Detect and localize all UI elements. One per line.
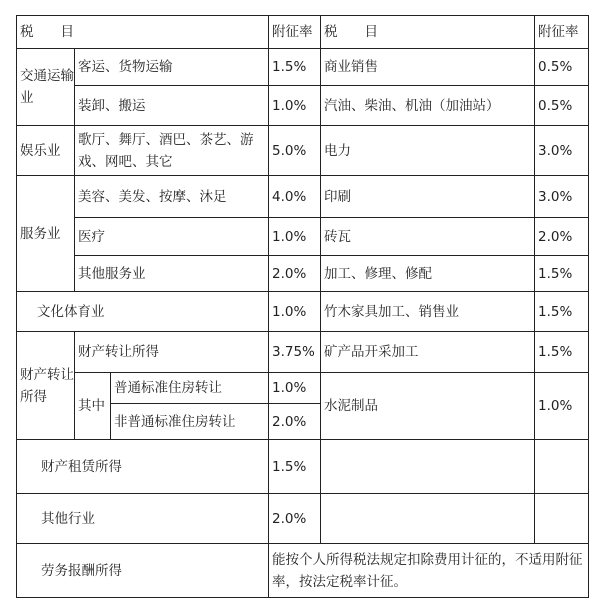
- item-furniture: 竹木家具加工、销售业: [321, 292, 535, 332]
- empty-cell: [321, 494, 535, 544]
- header-item-left: 税 目: [17, 16, 269, 49]
- rate-entertainment: 5.0%: [269, 126, 321, 176]
- category-entertainment: 娱乐业: [17, 126, 75, 176]
- item-beauty: 美容、美发、按摩、沐足: [75, 176, 269, 218]
- rate-culture: 1.0%: [269, 292, 321, 332]
- note-labor: 能按个人所得税法规定扣除费用计征的，不适用附征率，按法定税率计征。: [269, 544, 589, 598]
- rate-printing: 3.0%: [535, 176, 589, 218]
- item-other-industry: 其他行业: [17, 494, 269, 544]
- rate-fuel: 0.5%: [535, 86, 589, 126]
- header-rate-right: 附征率: [535, 16, 589, 49]
- item-non-ordinary-housing: 非普通标准住房转让: [111, 404, 269, 440]
- item-lease: 财产租赁所得: [17, 440, 269, 494]
- category-property-transfer: 财产转让所得: [17, 332, 75, 440]
- header-item-right: 税 目: [321, 16, 535, 49]
- category-transport: 交通运输业: [17, 49, 75, 126]
- item-commerce: 商业销售: [321, 49, 535, 86]
- item-cement: 水泥制品: [321, 373, 535, 440]
- label-among: 其中: [75, 373, 111, 440]
- item-printing: 印刷: [321, 176, 535, 218]
- item-loading: 装卸、搬运: [75, 86, 269, 126]
- rate-other-service: 2.0%: [269, 256, 321, 292]
- header-rate-left: 附征率: [269, 16, 321, 49]
- item-freight: 客运、货物运输: [75, 49, 269, 86]
- item-power: 电力: [321, 126, 535, 176]
- item-brick: 砖瓦: [321, 218, 535, 256]
- rate-cement: 1.0%: [535, 373, 589, 440]
- tax-rate-table: [16, 15, 589, 598]
- rate-mining: 1.5%: [535, 332, 589, 373]
- item-mining: 矿产品开采加工: [321, 332, 535, 373]
- rate-commerce: 0.5%: [535, 49, 589, 86]
- rate-freight: 1.5%: [269, 49, 321, 86]
- item-processing: 加工、修理、修配: [321, 256, 535, 292]
- rate-other-industry: 2.0%: [269, 494, 321, 544]
- rate-beauty: 4.0%: [269, 176, 321, 218]
- item-fuel: 汽油、柴油、机油（加油站）: [321, 86, 535, 126]
- empty-cell: [535, 440, 589, 494]
- rate-property-transfer: 3.75%: [269, 332, 321, 373]
- empty-cell: [321, 440, 535, 494]
- item-culture: 文化体育业: [17, 292, 269, 332]
- rate-furniture: 1.5%: [535, 292, 589, 332]
- item-entertainment: 歌厅、舞厅、酒巴、茶艺、游戏、网吧、其它: [75, 126, 269, 176]
- item-property-transfer: 财产转让所得: [75, 332, 269, 373]
- rate-lease: 1.5%: [269, 440, 321, 494]
- empty-cell: [535, 494, 589, 544]
- rate-brick: 2.0%: [535, 218, 589, 256]
- item-labor: 劳务报酬所得: [17, 544, 269, 598]
- rate-processing: 1.5%: [535, 256, 589, 292]
- rate-medical: 1.0%: [269, 218, 321, 256]
- category-service: 服务业: [17, 176, 75, 292]
- rate-power: 3.0%: [535, 126, 589, 176]
- rate-ordinary-housing: 1.0%: [269, 373, 321, 404]
- item-medical: 医疗: [75, 218, 269, 256]
- item-other-service: 其他服务业: [75, 256, 269, 292]
- rate-loading: 1.0%: [269, 86, 321, 126]
- item-ordinary-housing: 普通标准住房转让: [111, 373, 269, 404]
- rate-non-ordinary-housing: 2.0%: [269, 404, 321, 440]
